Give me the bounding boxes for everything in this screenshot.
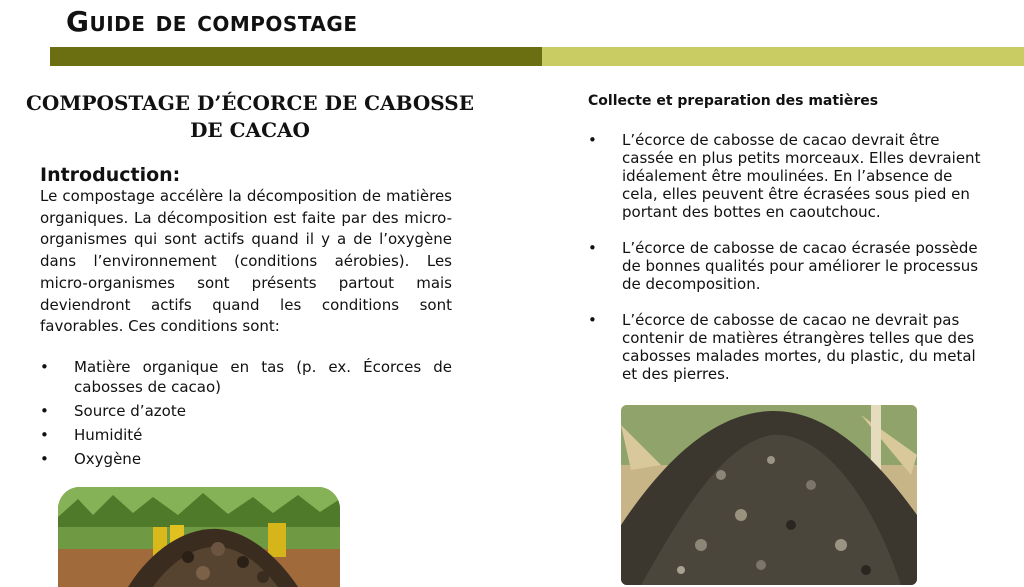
bullet-icon: • (40, 402, 49, 420)
collection-heading: Collecte et preparation des matières (588, 93, 879, 109)
compost-heap-photo (621, 405, 917, 585)
introduction-heading: Introduction: (40, 164, 181, 186)
preparation-list (588, 131, 984, 401)
cocoa-husk-pile-photo (58, 487, 340, 587)
introduction-paragraph: Le compostage accélère la décomposition de matières organiques. La décomposition est faite par des micro-organismes qui sont actifs quand il y a de l’oxygène dans l’environnement (conditions aérobies). Les micro-organismes sont présents partout mais deviendront actifs quand les conditions sont favorables. Ces conditions sont: (40, 187, 452, 336)
header-bar-dark (50, 47, 542, 66)
list-item (588, 131, 984, 221)
list-item-text: Matière organique en tas (p. ex. Écorces de cabosses de cacao) (74, 358, 452, 396)
list-item (40, 449, 452, 469)
header-bar-light (542, 47, 1024, 66)
cocoa-husk-pile-image (58, 487, 340, 587)
bullet-icon: • (40, 450, 49, 468)
list-item-text: Humidité (74, 426, 143, 444)
list-item-text: L’écorce de cabosse de cacao ne devrait pas contenir de matières étrangères telles que des cabosses malades mortes, du plastic, du metal et des pierres. (622, 311, 976, 383)
compost-heap-image (621, 405, 917, 585)
list-item-text: Source d’azote (74, 402, 186, 420)
list-item (40, 357, 452, 397)
document-title: COMPOSTAGE D’ÉCORCE DE CABOSSE DE CACAO (26, 91, 474, 142)
list-item (40, 401, 452, 421)
bullet-icon: • (588, 239, 597, 257)
list-item-text: L’écorce de cabosse de cacao écrasée possède de bonnes qualités pour améliorer le processus de decomposition. (622, 239, 979, 293)
list-item (588, 239, 984, 293)
list-item (588, 311, 984, 383)
list-item (40, 425, 452, 445)
bullet-icon: • (40, 358, 49, 376)
bullet-icon: • (588, 311, 597, 329)
list-item-text: L’écorce de cabosse de cacao devrait être cassée en plus petits morceaux. Elles devraient idéalement être moulinées. En l’absence de cela, elles peuvent être écrasées sous pied en portant des bottes en caoutchouc. (622, 131, 981, 221)
bullet-icon: • (588, 131, 597, 149)
bullet-icon: • (40, 426, 49, 444)
page-header-title: Guide de compostage (66, 5, 358, 38)
conditions-list (40, 357, 452, 473)
list-item-text: Oxygène (74, 450, 142, 468)
